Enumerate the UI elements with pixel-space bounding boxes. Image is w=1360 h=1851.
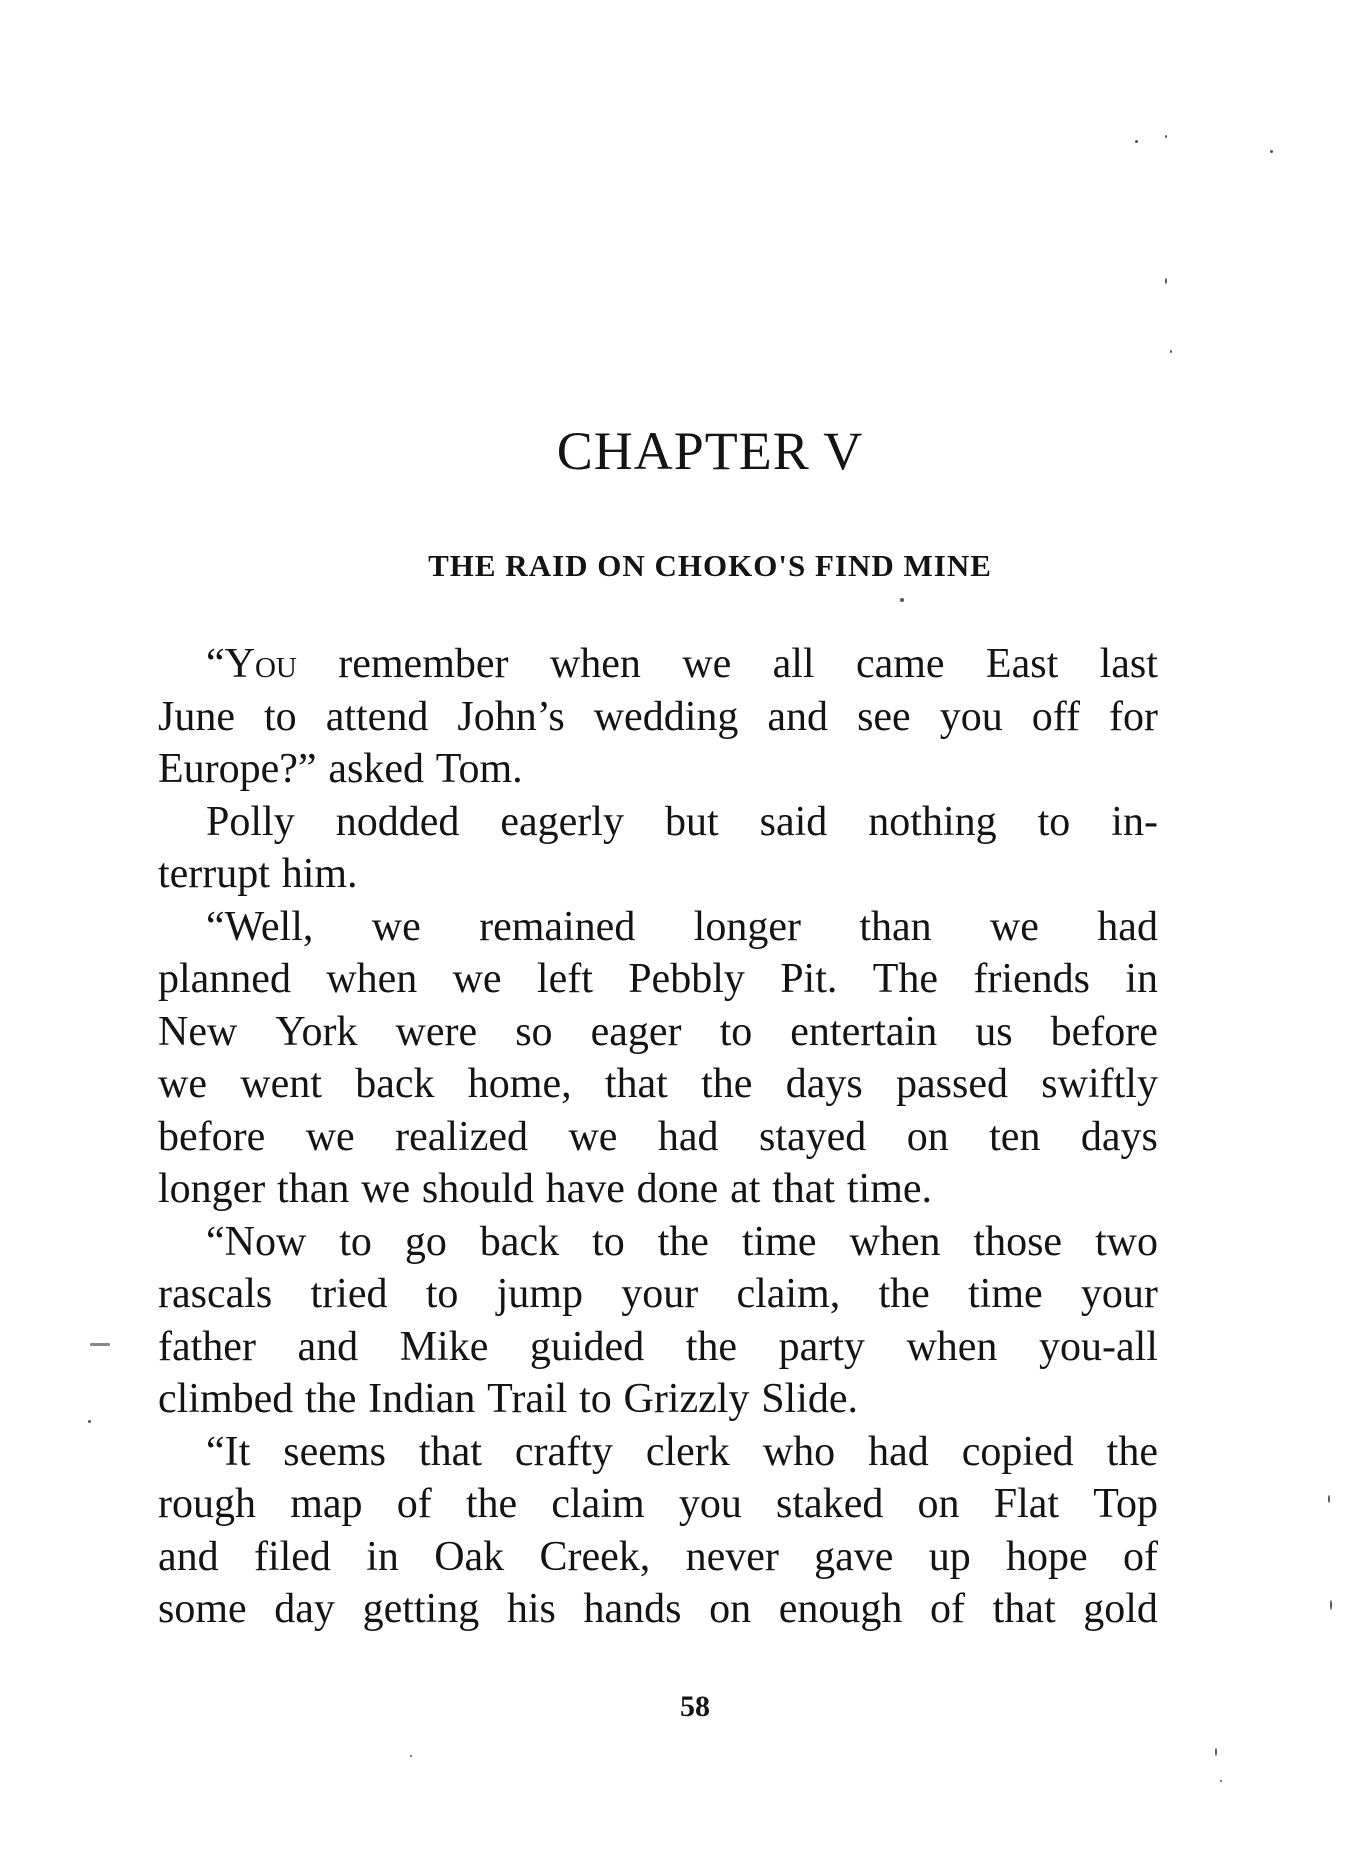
text-line: before we realized we had stayed on ten days: [158, 1113, 1158, 1160]
scan-speck: [88, 1420, 91, 1423]
scan-speck: [1135, 140, 1138, 143]
text-line: rascals tried to jump your claim, the time your: [158, 1271, 1158, 1317]
scan-speck: [1165, 135, 1167, 138]
scan-speck: [1170, 350, 1172, 353]
scan-speck: [1270, 150, 1273, 153]
text-line: Polly nodded eagerly but said nothing to in-: [206, 798, 1158, 845]
text-line: “Well, we remained longer than we had: [206, 903, 1158, 950]
scan-speck: [1330, 1600, 1332, 1610]
body-text: [158, 638, 1158, 1636]
scan-speck: [1215, 1748, 1217, 1756]
text-line: planned when we left Pebbly Pit. The friends in: [158, 956, 1158, 1002]
chapter-title: THE RAID ON CHOKO'S FIND MINE: [428, 548, 992, 583]
text-line: father and Mike guided the party when you-all: [158, 1323, 1158, 1370]
text-line: Europe?” asked Tom.: [158, 746, 523, 792]
chapter-heading: CHAPTER V: [556, 421, 864, 481]
text-line: some day getting his hands on enough of that gold: [158, 1586, 1158, 1632]
text-line: “You remember when we all came East last: [206, 641, 1158, 687]
text-line: rough map of the claim you staked on Flat Top: [158, 1481, 1158, 1527]
text-line: longer than we should have done at that time.: [158, 1166, 933, 1212]
text-line: “It seems that crafty clerk who had copied the: [206, 1428, 1158, 1475]
text-line: we went back home, that the days passed swiftly: [158, 1061, 1158, 1107]
scan-speck: [90, 1343, 110, 1346]
page-number: 58: [680, 1690, 710, 1723]
text-line: New York were so eager to entertain us before: [158, 1008, 1158, 1055]
scan-speck: [900, 598, 904, 602]
text-line: climbed the Indian Trail to Grizzly Slide.: [158, 1376, 859, 1422]
text-line: and filed in Oak Creek, never gave up hope of: [158, 1533, 1158, 1580]
scan-speck: [1328, 1495, 1330, 1503]
text-line: “Now to go back to the time when those two: [206, 1218, 1158, 1265]
scan-speck: [1165, 278, 1167, 284]
text-line: terrupt him.: [158, 851, 358, 897]
text-line: June to attend John’s wedding and see you off for: [158, 693, 1158, 740]
scan-speck: [1220, 1780, 1222, 1782]
scan-speck: [410, 1755, 412, 1757]
